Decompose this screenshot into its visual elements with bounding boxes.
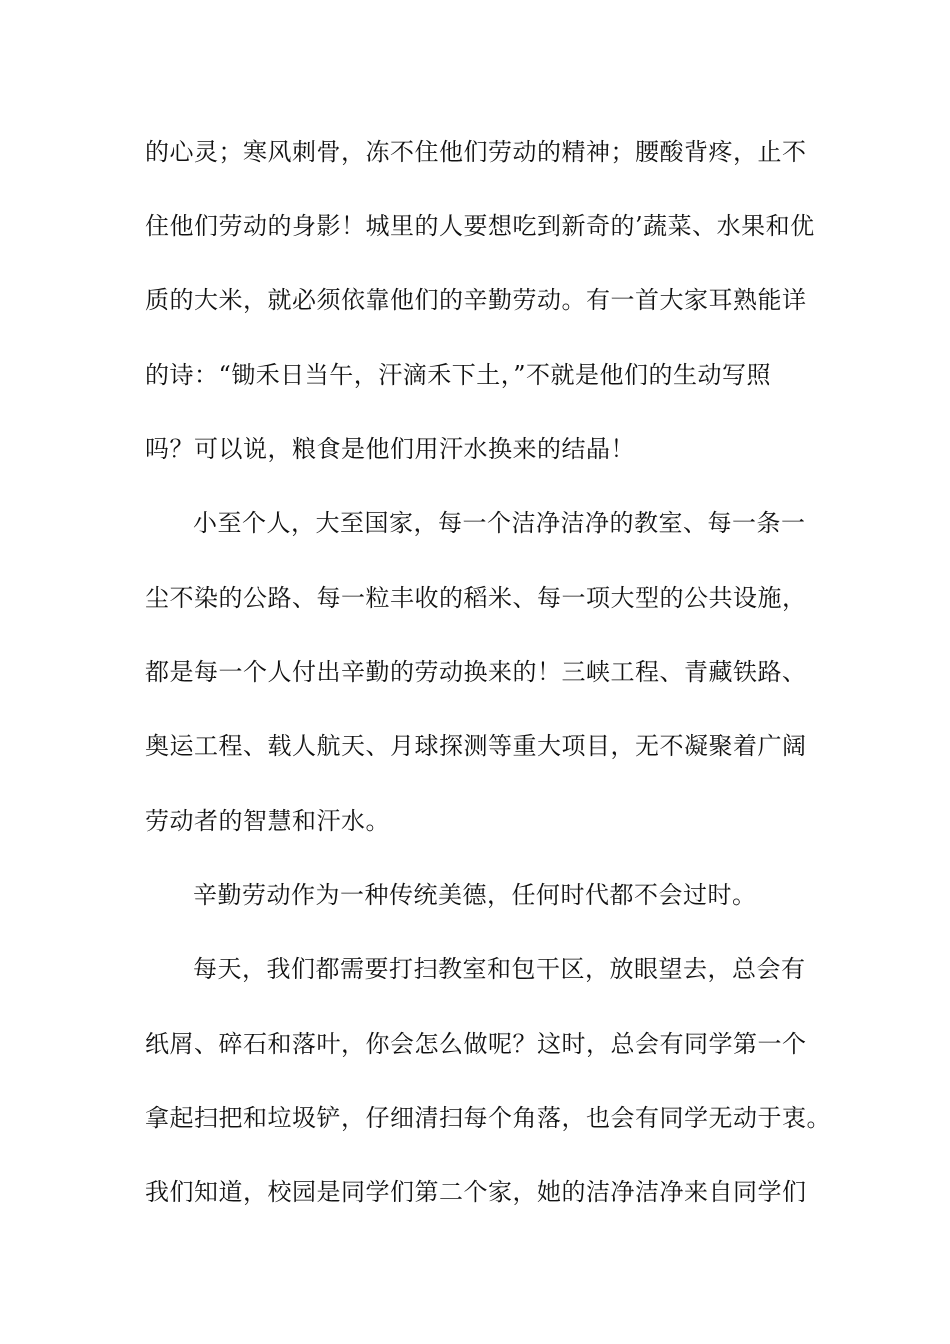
- text-line: 的诗：“锄禾日当午，汗滴禾下土，”不就是他们的生动写照: [145, 361, 772, 389]
- text-line: 都是每一个人付出辛勤的劳动换来的！三峡工程、青藏铁路、: [145, 658, 807, 686]
- paragraph-start-line: 辛勤劳动作为一种传统美德，任何时代都不会过时。: [193, 881, 757, 909]
- text-line: 纸屑、碎石和落叶，你会怎么做呢？这时，总会有同学第一个: [145, 1030, 807, 1058]
- text-line: 拿起扫把和垃圾铲，仔细清扫每个角落，也会有同学无动于衷。: [145, 1104, 831, 1132]
- paragraph-start-line: 每天，我们都需要打扫教室和包干区，放眼望去，总会有: [193, 955, 806, 983]
- text-line: 奥运工程、载人航天、月球探测等重大项目，无不凝聚着广阔: [145, 732, 807, 760]
- text-line: 吗？可以说，粮食是他们用汗水换来的结晶！: [145, 435, 635, 463]
- text-line: 的心灵；寒风刺骨，冻不住他们劳动的精神；腰酸背疼，止不: [145, 138, 807, 166]
- paragraph-start-line: 小至个人，大至国家，每一个洁净洁净的教室、每一条一: [193, 509, 806, 537]
- text-line: 劳动者的智慧和汗水。: [145, 807, 390, 835]
- text-line: 尘不染的公路、每一粒丰收的稻米、每一项大型的公共设施，: [145, 584, 807, 612]
- text-line: 质的大米，就必须依靠他们的辛勤劳动。有一首大家耳熟能详: [145, 286, 807, 314]
- text-line: 住他们劳动的身影！城里的人要想吃到新奇的’蔬菜、水果和优: [145, 212, 815, 240]
- text-line: 我们知道，校园是同学们第二个家，她的洁净洁净来自同学们: [145, 1178, 807, 1206]
